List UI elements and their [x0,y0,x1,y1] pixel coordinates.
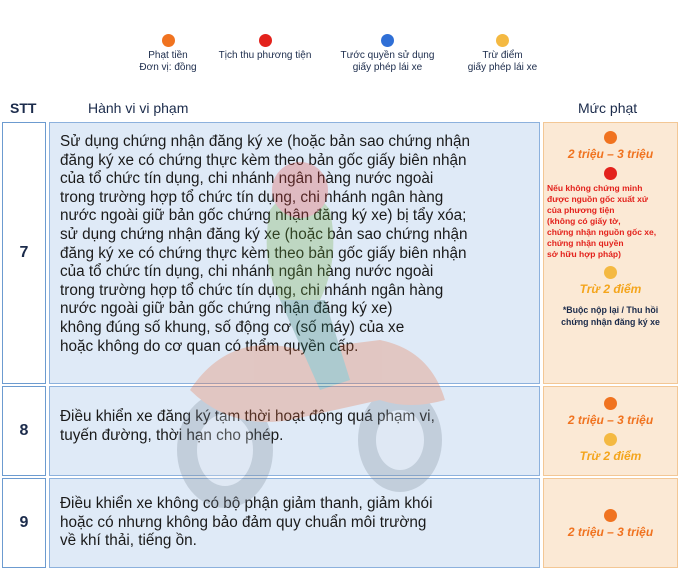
row-9-stt: 9 [2,478,46,568]
legend-fine-label: Phạt tiền [148,50,188,61]
row-8-description [49,386,540,476]
confiscation-line: sở hữu hợp pháp) [547,249,621,259]
row-9-line: về khí thải, tiếng ồn. [60,532,197,550]
header-stt: STT [10,100,37,116]
confiscation-line: của phương tiện [547,205,615,215]
license-dot-icon [381,34,394,47]
confiscation-line: (không có giấy tờ, [547,216,621,226]
row-9-penalty [543,478,678,568]
row-7-line: trong trường hợp tổ chức tín dụng, chi nhánh ngân hàng [60,188,444,206]
row-8-stt: 8 [2,386,46,476]
legend-points [455,34,550,74]
legend-fine [138,34,198,74]
legend-license-label: Tước quyền sử dụng [340,50,435,61]
legend-points-sub: giấy phép lái xe [467,62,538,73]
row-7-line: đăng ký xe có chứng thực kèm theo bản gốc giấy biên nhận [60,151,467,169]
row-7-stt: 7 [2,122,46,384]
row-7-line: hoặc không do cơ quan có thẩm quyền cấp. [60,337,359,355]
legend-license [330,34,445,74]
row-8-line: Điều khiển xe đăng ký tạm thời hoạt động quá phạm vi, [60,408,435,425]
header-behavior: Hành vi vi phạm [88,100,189,116]
fine-dot-icon [604,131,617,144]
row-7-penalty [543,122,678,384]
row-8-fine: 2 triệu – 3 triệu [567,413,654,427]
fine-dot-icon [162,34,175,47]
row-7-note [544,304,677,328]
row-7-line: không đúng số khung, số động cơ (số máy) của xe [60,318,405,336]
row-9-description [49,478,540,568]
row-7-description [49,122,540,384]
fine-dot-icon [604,397,617,410]
legend-license-sub: giấy phép lái xe [352,62,423,73]
row-7-confiscation [544,183,677,260]
legend-confiscation [205,34,325,62]
legend-fine-unit: Đơn vị: đồng [139,62,197,73]
points-dot-icon [604,433,617,446]
row-8-points: Trừ 2 điểm [579,449,642,463]
confiscation-line: được nguồn gốc xuất xứ [547,194,648,204]
row-7-fine: 2 triệu – 3 triệu [567,147,654,161]
legend [0,34,680,84]
confiscation-dot-icon [259,34,272,47]
row-7-line: nước ngoài giữ bản gốc chứng nhận đăng ký xe) [60,300,393,318]
row-7-line: sử dụng chứng nhận đăng ký xe (hoặc bản sao chứng nhận [60,225,468,243]
row-7-line: của tổ chức tín dụng, chi nhánh ngân hàng nước ngoài [60,170,434,188]
legend-confiscation-label: Tịch thu phương tiện [218,50,312,61]
fine-dot-icon [604,509,617,522]
row-7-line: nước ngoài giữ bản gốc chứng nhận đăng ký xe) bị tẩy xóa; [60,207,467,225]
confiscation-line: Nếu không chứng minh [547,183,643,193]
legend-points-label: Trừ điểm [482,50,523,61]
row-9-fine: 2 triệu – 3 triệu [567,525,654,539]
note-line: *Buộc nộp lại / Thu hồi [562,305,659,315]
points-dot-icon [496,34,509,47]
row-8-penalty [543,386,678,476]
points-dot-icon [604,266,617,279]
row-7-line: Sử dụng chứng nhận đăng ký xe (hoặc bản sao chứng nhận [60,133,471,150]
confiscation-line: chứng nhận quyền [547,238,624,248]
row-7-line: của tổ chức tín dụng, chi nhánh ngân hàng nước ngoài [60,263,434,281]
row-9-line: hoặc có nhưng không bảo đảm quy chuẩn môi trường [60,513,427,531]
row-8-line: tuyến đường, thời hạn cho phép. [60,426,284,444]
row-7-points: Trừ 2 điểm [579,282,642,296]
row-7-line: đăng ký xe có chứng thực kèm theo bản gốc giấy biên nhận [60,244,467,262]
header-penalty: Mức phạt [578,100,638,116]
row-9-line: Điều khiển xe không có bộ phận giảm thanh, giảm khói [60,495,433,512]
confiscation-line: chứng nhận nguồn gốc xe, [547,227,657,237]
confiscation-dot-icon [604,167,617,180]
note-line: chứng nhận đăng ký xe [561,317,660,327]
row-7-line: trong trường hợp tổ chức tín dụng, chi nhánh ngân hàng [60,281,444,299]
